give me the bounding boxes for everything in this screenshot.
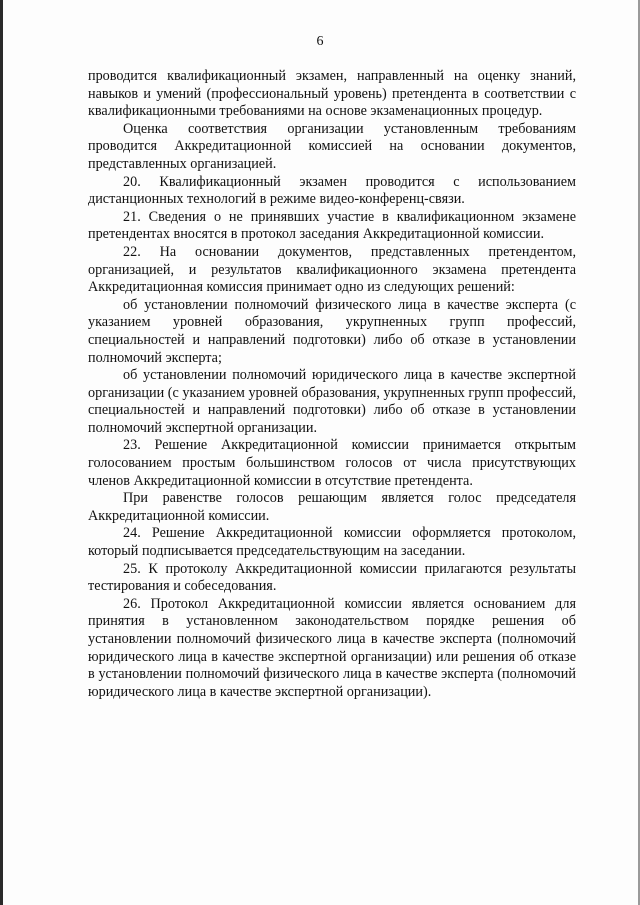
paragraph: об установлении полномочий физического лица в качестве эксперта (с указанием уровней образования, укрупненных групп профессий, специальностей и направлений подготовки) либо об отказе в установлении полномочий эксперта;: [88, 296, 576, 366]
paragraph: 26. Протокол Аккредитационной комиссии является основанием для принятия в установленном законодательством порядке решения об установлении полномочий физического лица в качестве эксперта (полномочий юридического лица в качестве экспертной организации) или решения об отказе в установлении полномочий физического лица в качестве эксперта (полномочий юридического лица в качестве экспертной организации).: [88, 595, 576, 700]
paragraph: При равенстве голосов решающим является голос председателя Аккредитационной комиссии.: [88, 490, 576, 524]
paragraph: 20. Квалификационный экзамен проводится с использованием дистанционных технологий в режиме видео-конференц-связи.: [88, 173, 576, 208]
paragraph: 23. Решение Аккредитационной комиссии принимается открытым голосованием простым большинством голосов от числа присутствующих членов Аккредитационной комиссии в отсутствие претендента.: [88, 437, 576, 489]
paragraph: 24. Решение Аккредитационной комиссии оформляется протоколом, который подписывается председательствующим на заседании.: [88, 525, 576, 560]
paragraph: 22. На основании документов, представленных претендентом, организацией, и результатов квалификационного экзамена претендента Аккредитационная комиссия принимает одно из следующих решений:: [88, 243, 576, 296]
paragraph: 25. К протоколу Аккредитационной комиссии прилагаются результаты тестирования и собеседования.: [88, 560, 576, 595]
paragraph: проводится квалификационный экзамен, направленный на оценку знаний, навыков и умений (профессиональный уровень) претендента в соответствии с квалификационными требованиями на основе экзаменационных процедур.: [88, 68, 576, 120]
paragraph: Оценка соответствия организации установленным требованиям проводится Аккредитационной комиссией на основании документов, представленных организацией.: [88, 120, 576, 172]
paragraph: 21. Сведения о не принявших участие в квалификационном экзамене претендентах вносятся в протокол заседания Аккредитационной комиссии.: [88, 208, 576, 243]
paragraph: об установлении полномочий юридического лица в качестве экспертной организации (с указанием уровней образования, укрупненных групп профессий, специальностей и направлений подготовки) либо об отказе в установлении полномочий экспертной организации.: [88, 367, 576, 436]
scan-edge-left: [0, 0, 3, 905]
page-number: 6: [316, 34, 324, 49]
document-body: [88, 68, 576, 701]
